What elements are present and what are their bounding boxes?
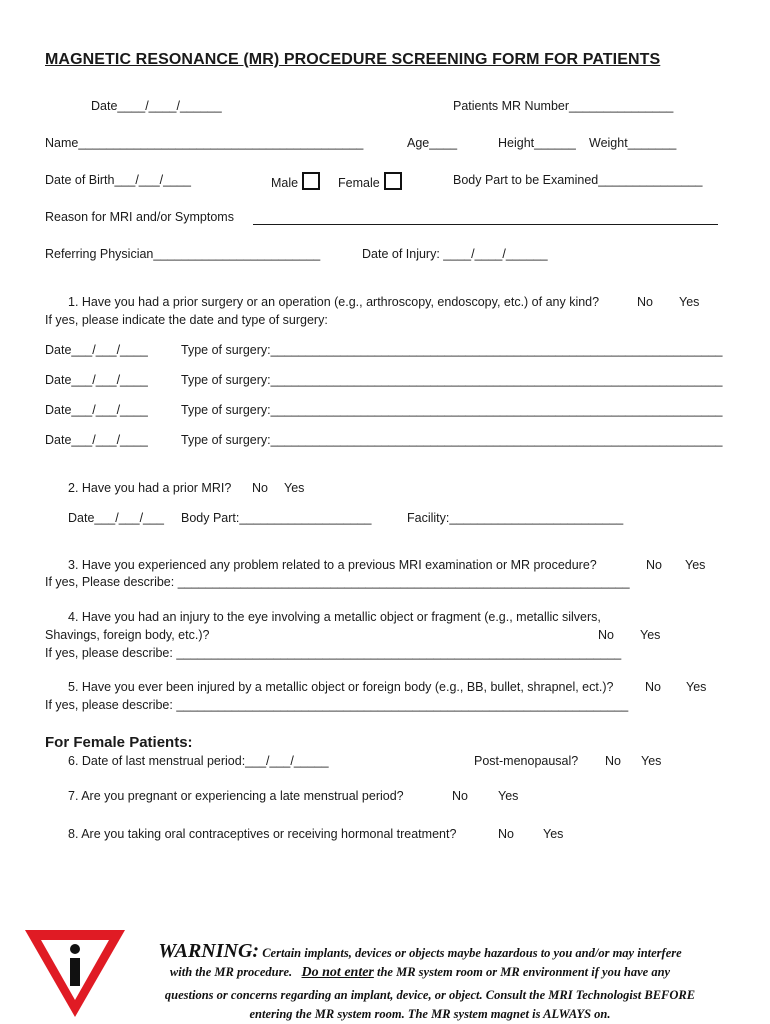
dob-field[interactable]: Date of Birth___/___/____ (45, 173, 191, 187)
q8-no[interactable]: No (498, 827, 514, 841)
q1-text: 1. Have you had a prior surgery or an operation (e.g., arthroscopy, endoscopy, etc.) of any kind? (68, 295, 600, 309)
form-title: MAGNETIC RESONANCE (MR) PROCEDURE SCREENING FORM FOR PATIENTS (45, 51, 661, 68)
surgery-type-2[interactable]: Type of surgery:_________________________________________________________________ (181, 373, 723, 387)
female-option[interactable] (338, 172, 402, 190)
q2-body-part[interactable]: Body Part:___________________ (181, 511, 372, 525)
q4-no[interactable]: No (598, 628, 614, 642)
warning-line-1-text: Certain implants, devices or objects maybe hazardous to you and/or may interfere (262, 946, 682, 960)
q4-yes[interactable]: Yes (640, 628, 661, 642)
q5-no[interactable]: No (645, 680, 661, 694)
mr-number-field[interactable]: Patients MR Number_______________ (453, 99, 674, 113)
physician-field[interactable]: Referring Physician________________________ (45, 247, 321, 261)
surgery-date-2[interactable]: Date___/___/____ (45, 373, 148, 387)
q3-text: 3. Have you experienced any problem related to a previous MRI examination or MR procedure? (68, 558, 597, 572)
warning-line-1 (0, 941, 770, 961)
warning-label: WARNING: (158, 940, 260, 962)
injury-date-field[interactable]: Date of Injury: ____/____/______ (362, 247, 548, 261)
q7-no[interactable]: No (452, 789, 468, 803)
q4-text2: Shavings, foreign body, etc.)? (45, 628, 210, 642)
height-field[interactable]: Height______ (498, 136, 576, 150)
male-label: Male (271, 176, 299, 190)
q3-describe[interactable]: If yes, Please describe: _________________________________________________________________ (45, 575, 630, 589)
reason-line[interactable] (253, 224, 718, 225)
q2-text: 2. Have you had a prior MRI? (68, 481, 232, 495)
q1-no[interactable]: No (637, 295, 653, 309)
q5-text: 5. Have you ever been injured by a metallic object or foreign body (e.g., BB, bullet, shrapnel, ect.)? (68, 680, 614, 694)
q8-yes[interactable]: Yes (543, 827, 564, 841)
q2-yes[interactable]: Yes (284, 481, 305, 495)
q4-describe[interactable]: If yes, please describe: ________________________________________________________________ (45, 646, 622, 660)
age-field[interactable]: Age____ (407, 136, 458, 150)
name-field[interactable]: Name_________________________________________ (45, 136, 364, 150)
male-checkbox[interactable] (302, 172, 320, 190)
surgery-type-1[interactable]: Type of surgery:_________________________________________________________________ (181, 343, 723, 357)
q1-followup: If yes, please indicate the date and type of surgery: (45, 313, 328, 327)
date-field[interactable]: Date____/____/______ (91, 99, 222, 113)
q5-yes[interactable]: Yes (686, 680, 707, 694)
male-option[interactable] (271, 172, 320, 190)
q7-text: 7. Are you pregnant or experiencing a late menstrual period? (68, 789, 404, 803)
warning-line-2a: with the MR procedure. (169, 965, 293, 979)
female-heading: For Female Patients: (45, 734, 193, 751)
surgery-type-4[interactable]: Type of surgery:_________________________________________________________________ (181, 433, 723, 447)
q8-text: 8. Are you taking oral contraceptives or receiving hormonal treatment? (68, 827, 457, 841)
warning-line-2 (0, 966, 770, 980)
warning-do-not-enter: Do not enter (301, 965, 374, 980)
warning-line-2c: the MR system room or MR environment if you have any (377, 965, 671, 979)
warning-line-3: questions or concerns regarding an implant, device, or object. Consult the MRI Technologist BEFORE (164, 988, 696, 1002)
surgery-date-1[interactable]: Date___/___/____ (45, 343, 148, 357)
surgery-date-3[interactable]: Date___/___/____ (45, 403, 148, 417)
q3-yes[interactable]: Yes (685, 558, 706, 572)
q6b-text: Post-menopausal? (474, 754, 579, 768)
q6-text[interactable]: 6. Date of last menstrual period:___/___/_____ (68, 754, 329, 768)
warning-line-4: entering the MR system room. The MR system magnet is ALWAYS on. (249, 1007, 611, 1021)
surgery-date-4[interactable]: Date___/___/____ (45, 433, 148, 447)
q2-facility[interactable]: Facility:_________________________ (407, 511, 624, 525)
q7-yes[interactable]: Yes (498, 789, 519, 803)
weight-field[interactable]: Weight_______ (589, 136, 677, 150)
q2-date[interactable]: Date___/___/___ (68, 511, 164, 525)
body-part-field[interactable]: Body Part to be Examined_______________ (453, 173, 703, 187)
q6b-no[interactable]: No (605, 754, 621, 768)
q3-no[interactable]: No (646, 558, 662, 572)
female-checkbox[interactable] (384, 172, 402, 190)
q6b-yes[interactable]: Yes (641, 754, 662, 768)
female-label: Female (338, 176, 380, 190)
q5-describe[interactable]: If yes, please describe: _________________________________________________________________ (45, 698, 629, 712)
surgery-type-3[interactable]: Type of surgery:_________________________________________________________________ (181, 403, 723, 417)
reason-label: Reason for MRI and/or Symptoms (45, 210, 234, 224)
q2-no[interactable]: No (252, 481, 268, 495)
q4-text: 4. Have you had an injury to the eye involving a metallic object or fragment (e.g., metallic silvers, (68, 610, 601, 624)
q1-yes[interactable]: Yes (679, 295, 700, 309)
